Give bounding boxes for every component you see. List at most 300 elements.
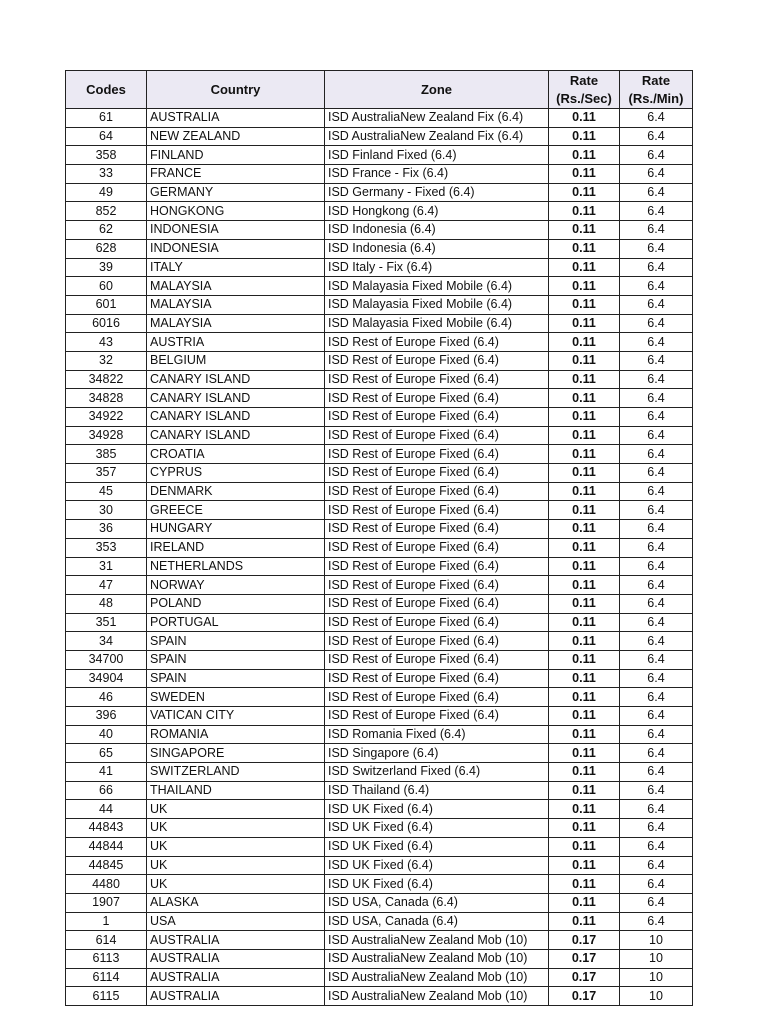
rate-min-cell: 6.4 bbox=[620, 295, 693, 314]
header-codes: Codes bbox=[66, 71, 147, 109]
rate-min-cell: 10 bbox=[620, 949, 693, 968]
header-rate-sec-line2: (Rs./Sec) bbox=[556, 90, 612, 106]
rate-min-cell: 6.4 bbox=[620, 277, 693, 296]
table-row bbox=[66, 819, 693, 838]
zone-cell: ISD AustraliaNew Zealand Fix (6.4) bbox=[325, 127, 549, 146]
rate-table-container bbox=[65, 70, 693, 1006]
rate-min-cell: 6.4 bbox=[620, 389, 693, 408]
table-row bbox=[66, 426, 693, 445]
rate-min-cell: 6.4 bbox=[620, 258, 693, 277]
code-cell: 62 bbox=[66, 221, 147, 240]
rate-sec-cell: 0.11 bbox=[549, 744, 620, 763]
code-cell: 44 bbox=[66, 800, 147, 819]
code-cell: 1 bbox=[66, 912, 147, 931]
rate-min-cell: 6.4 bbox=[620, 464, 693, 483]
table-row bbox=[66, 258, 693, 277]
code-cell: 32 bbox=[66, 351, 147, 370]
country-cell: CANARY ISLAND bbox=[147, 370, 325, 389]
header-rate-sec-line1: Rate bbox=[569, 72, 599, 88]
code-cell: 33 bbox=[66, 165, 147, 184]
country-cell: BELGIUM bbox=[147, 351, 325, 370]
table-row bbox=[66, 314, 693, 333]
code-cell: 351 bbox=[66, 613, 147, 632]
country-cell: UK bbox=[147, 837, 325, 856]
zone-cell: ISD AustraliaNew Zealand Mob (10) bbox=[325, 968, 549, 987]
country-cell: ITALY bbox=[147, 258, 325, 277]
rate-sec-cell: 0.11 bbox=[549, 538, 620, 557]
rate-min-cell: 6.4 bbox=[620, 146, 693, 165]
table-row bbox=[66, 408, 693, 427]
rate-sec-cell: 0.11 bbox=[549, 202, 620, 221]
rate-sec-cell: 0.11 bbox=[549, 707, 620, 726]
rate-sec-cell: 0.11 bbox=[549, 501, 620, 520]
code-cell: 6016 bbox=[66, 314, 147, 333]
country-cell: MALAYSIA bbox=[147, 314, 325, 333]
code-cell: 34700 bbox=[66, 650, 147, 669]
code-cell: 30 bbox=[66, 501, 147, 520]
rate-min-cell: 6.4 bbox=[620, 576, 693, 595]
table-row bbox=[66, 146, 693, 165]
rate-sec-cell: 0.17 bbox=[549, 931, 620, 950]
table-row bbox=[66, 109, 693, 128]
rate-min-cell: 6.4 bbox=[620, 613, 693, 632]
table-row bbox=[66, 295, 693, 314]
rate-sec-cell: 0.11 bbox=[549, 258, 620, 277]
zone-cell: ISD Rest of Europe Fixed (6.4) bbox=[325, 688, 549, 707]
table-row bbox=[66, 482, 693, 501]
zone-cell: ISD Rest of Europe Fixed (6.4) bbox=[325, 520, 549, 539]
country-cell: CANARY ISLAND bbox=[147, 426, 325, 445]
zone-cell: ISD USA, Canada (6.4) bbox=[325, 912, 549, 931]
rate-sec-cell: 0.11 bbox=[549, 594, 620, 613]
table-row bbox=[66, 707, 693, 726]
rate-min-cell: 6.4 bbox=[620, 893, 693, 912]
zone-cell: ISD Thailand (6.4) bbox=[325, 781, 549, 800]
rate-sec-cell: 0.11 bbox=[549, 183, 620, 202]
rate-min-cell: 6.4 bbox=[620, 800, 693, 819]
table-row bbox=[66, 333, 693, 352]
rate-min-cell: 6.4 bbox=[620, 520, 693, 539]
country-cell: INDONESIA bbox=[147, 239, 325, 258]
rate-sec-cell: 0.11 bbox=[549, 165, 620, 184]
country-cell: AUSTRALIA bbox=[147, 109, 325, 128]
rate-sec-cell: 0.11 bbox=[549, 389, 620, 408]
table-row bbox=[66, 594, 693, 613]
rate-sec-cell: 0.11 bbox=[549, 613, 620, 632]
rate-min-cell: 6.4 bbox=[620, 127, 693, 146]
zone-cell: ISD Rest of Europe Fixed (6.4) bbox=[325, 669, 549, 688]
rate-min-cell: 6.4 bbox=[620, 183, 693, 202]
rate-min-cell: 6.4 bbox=[620, 856, 693, 875]
rate-min-cell: 6.4 bbox=[620, 781, 693, 800]
zone-cell: ISD Romania Fixed (6.4) bbox=[325, 725, 549, 744]
table-row bbox=[66, 351, 693, 370]
zone-cell: ISD Rest of Europe Fixed (6.4) bbox=[325, 445, 549, 464]
code-cell: 39 bbox=[66, 258, 147, 277]
code-cell: 48 bbox=[66, 594, 147, 613]
rate-min-cell: 6.4 bbox=[620, 445, 693, 464]
country-cell: NETHERLANDS bbox=[147, 557, 325, 576]
code-cell: 358 bbox=[66, 146, 147, 165]
table-row bbox=[66, 613, 693, 632]
zone-cell: ISD Rest of Europe Fixed (6.4) bbox=[325, 464, 549, 483]
code-cell: 6114 bbox=[66, 968, 147, 987]
country-cell: MALAYSIA bbox=[147, 277, 325, 296]
table-row bbox=[66, 744, 693, 763]
rate-sec-cell: 0.17 bbox=[549, 949, 620, 968]
rate-sec-cell: 0.11 bbox=[549, 221, 620, 240]
rate-min-cell: 6.4 bbox=[620, 707, 693, 726]
country-cell: UK bbox=[147, 800, 325, 819]
rate-sec-cell: 0.11 bbox=[549, 819, 620, 838]
rate-sec-cell: 0.11 bbox=[549, 295, 620, 314]
rate-sec-cell: 0.11 bbox=[549, 781, 620, 800]
table-row bbox=[66, 165, 693, 184]
code-cell: 396 bbox=[66, 707, 147, 726]
country-cell: ROMANIA bbox=[147, 725, 325, 744]
rate-sec-cell: 0.11 bbox=[549, 557, 620, 576]
rate-sec-cell: 0.11 bbox=[549, 426, 620, 445]
country-cell: CANARY ISLAND bbox=[147, 389, 325, 408]
header-rate-sec bbox=[549, 71, 620, 109]
zone-cell: ISD Rest of Europe Fixed (6.4) bbox=[325, 408, 549, 427]
rate-min-cell: 6.4 bbox=[620, 314, 693, 333]
table-row bbox=[66, 725, 693, 744]
rate-min-cell: 6.4 bbox=[620, 594, 693, 613]
zone-cell: ISD Hongkong (6.4) bbox=[325, 202, 549, 221]
code-cell: 47 bbox=[66, 576, 147, 595]
country-cell: THAILAND bbox=[147, 781, 325, 800]
rate-min-cell: 6.4 bbox=[620, 109, 693, 128]
zone-cell: ISD Germany - Fixed (6.4) bbox=[325, 183, 549, 202]
code-cell: 34904 bbox=[66, 669, 147, 688]
table-row bbox=[66, 632, 693, 651]
code-cell: 4480 bbox=[66, 875, 147, 894]
rate-sec-cell: 0.11 bbox=[549, 875, 620, 894]
rate-sec-cell: 0.11 bbox=[549, 912, 620, 931]
country-cell: CROATIA bbox=[147, 445, 325, 464]
country-cell: CYPRUS bbox=[147, 464, 325, 483]
rate-sec-cell: 0.11 bbox=[549, 856, 620, 875]
rate-sec-cell: 0.11 bbox=[549, 837, 620, 856]
rate-min-cell: 6.4 bbox=[620, 763, 693, 782]
zone-cell: ISD Rest of Europe Fixed (6.4) bbox=[325, 576, 549, 595]
code-cell: 40 bbox=[66, 725, 147, 744]
zone-cell: ISD Indonesia (6.4) bbox=[325, 221, 549, 240]
table-row bbox=[66, 650, 693, 669]
code-cell: 628 bbox=[66, 239, 147, 258]
rate-sec-cell: 0.11 bbox=[549, 314, 620, 333]
country-cell: NORWAY bbox=[147, 576, 325, 595]
table-row bbox=[66, 221, 693, 240]
rate-sec-cell: 0.17 bbox=[549, 968, 620, 987]
country-cell: INDONESIA bbox=[147, 221, 325, 240]
rate-min-cell: 6.4 bbox=[620, 333, 693, 352]
code-cell: 34928 bbox=[66, 426, 147, 445]
table-row bbox=[66, 538, 693, 557]
country-cell: AUSTRALIA bbox=[147, 931, 325, 950]
code-cell: 31 bbox=[66, 557, 147, 576]
rate-sec-cell: 0.11 bbox=[549, 333, 620, 352]
code-cell: 1907 bbox=[66, 893, 147, 912]
header-rate-min bbox=[620, 71, 693, 109]
country-cell: PORTUGAL bbox=[147, 613, 325, 632]
country-cell: GREECE bbox=[147, 501, 325, 520]
zone-cell: ISD Singapore (6.4) bbox=[325, 744, 549, 763]
code-cell: 34822 bbox=[66, 370, 147, 389]
rate-sec-cell: 0.11 bbox=[549, 370, 620, 389]
rate-min-cell: 6.4 bbox=[620, 650, 693, 669]
zone-cell: ISD Indonesia (6.4) bbox=[325, 239, 549, 258]
code-cell: 6115 bbox=[66, 987, 147, 1006]
table-header-row bbox=[66, 71, 693, 109]
rate-min-cell: 6.4 bbox=[620, 221, 693, 240]
table-row bbox=[66, 893, 693, 912]
country-cell: SPAIN bbox=[147, 632, 325, 651]
header-rate-min-line2: (Rs./Min) bbox=[628, 90, 684, 106]
table-row bbox=[66, 837, 693, 856]
country-cell: NEW ZEALAND bbox=[147, 127, 325, 146]
table-row bbox=[66, 949, 693, 968]
country-cell: AUSTRALIA bbox=[147, 968, 325, 987]
rate-sec-cell: 0.11 bbox=[549, 725, 620, 744]
table-row bbox=[66, 576, 693, 595]
rate-min-cell: 6.4 bbox=[620, 669, 693, 688]
rate-min-cell: 6.4 bbox=[620, 819, 693, 838]
code-cell: 34828 bbox=[66, 389, 147, 408]
code-cell: 46 bbox=[66, 688, 147, 707]
country-cell: SINGAPORE bbox=[147, 744, 325, 763]
rate-min-cell: 6.4 bbox=[620, 426, 693, 445]
country-cell: SWITZERLAND bbox=[147, 763, 325, 782]
country-cell: UK bbox=[147, 819, 325, 838]
zone-cell: ISD USA, Canada (6.4) bbox=[325, 893, 549, 912]
zone-cell: ISD Rest of Europe Fixed (6.4) bbox=[325, 557, 549, 576]
code-cell: 49 bbox=[66, 183, 147, 202]
zone-cell: ISD UK Fixed (6.4) bbox=[325, 819, 549, 838]
rate-sec-cell: 0.11 bbox=[549, 669, 620, 688]
zone-cell: ISD France - Fix (6.4) bbox=[325, 165, 549, 184]
country-cell: SWEDEN bbox=[147, 688, 325, 707]
code-cell: 44843 bbox=[66, 819, 147, 838]
zone-cell: ISD Malayasia Fixed Mobile (6.4) bbox=[325, 277, 549, 296]
country-cell: GERMANY bbox=[147, 183, 325, 202]
rate-sec-cell: 0.11 bbox=[549, 351, 620, 370]
code-cell: 385 bbox=[66, 445, 147, 464]
table-row bbox=[66, 987, 693, 1006]
rate-sec-cell: 0.11 bbox=[549, 239, 620, 258]
rate-sec-cell: 0.11 bbox=[549, 464, 620, 483]
table-row bbox=[66, 389, 693, 408]
rate-sec-cell: 0.11 bbox=[549, 800, 620, 819]
zone-cell: ISD Malayasia Fixed Mobile (6.4) bbox=[325, 314, 549, 333]
rate-min-cell: 10 bbox=[620, 968, 693, 987]
country-cell: AUSTRALIA bbox=[147, 987, 325, 1006]
country-cell: DENMARK bbox=[147, 482, 325, 501]
rate-min-cell: 6.4 bbox=[620, 202, 693, 221]
rate-min-cell: 6.4 bbox=[620, 557, 693, 576]
zone-cell: ISD Rest of Europe Fixed (6.4) bbox=[325, 370, 549, 389]
table-row bbox=[66, 445, 693, 464]
rate-sec-cell: 0.11 bbox=[549, 520, 620, 539]
country-cell: SPAIN bbox=[147, 669, 325, 688]
country-cell: HUNGARY bbox=[147, 520, 325, 539]
rate-sec-cell: 0.11 bbox=[549, 650, 620, 669]
code-cell: 852 bbox=[66, 202, 147, 221]
zone-cell: ISD AustraliaNew Zealand Mob (10) bbox=[325, 949, 549, 968]
code-cell: 601 bbox=[66, 295, 147, 314]
code-cell: 353 bbox=[66, 538, 147, 557]
code-cell: 45 bbox=[66, 482, 147, 501]
country-cell: FINLAND bbox=[147, 146, 325, 165]
rate-min-cell: 6.4 bbox=[620, 501, 693, 520]
zone-cell: ISD Rest of Europe Fixed (6.4) bbox=[325, 632, 549, 651]
country-cell: ALASKA bbox=[147, 893, 325, 912]
table-row bbox=[66, 688, 693, 707]
code-cell: 41 bbox=[66, 763, 147, 782]
table-row bbox=[66, 856, 693, 875]
table-row bbox=[66, 501, 693, 520]
zone-cell: ISD Switzerland Fixed (6.4) bbox=[325, 763, 549, 782]
zone-cell: ISD UK Fixed (6.4) bbox=[325, 875, 549, 894]
code-cell: 44845 bbox=[66, 856, 147, 875]
zone-cell: ISD UK Fixed (6.4) bbox=[325, 856, 549, 875]
table-row bbox=[66, 931, 693, 950]
zone-cell: ISD Malayasia Fixed Mobile (6.4) bbox=[325, 295, 549, 314]
country-cell: CANARY ISLAND bbox=[147, 408, 325, 427]
rate-sec-cell: 0.11 bbox=[549, 445, 620, 464]
rate-table bbox=[65, 70, 693, 1006]
table-row bbox=[66, 557, 693, 576]
table-row bbox=[66, 239, 693, 258]
rate-min-cell: 6.4 bbox=[620, 351, 693, 370]
rate-min-cell: 6.4 bbox=[620, 744, 693, 763]
rate-sec-cell: 0.11 bbox=[549, 146, 620, 165]
zone-cell: ISD Rest of Europe Fixed (6.4) bbox=[325, 594, 549, 613]
code-cell: 60 bbox=[66, 277, 147, 296]
table-body bbox=[66, 109, 693, 1006]
zone-cell: ISD Rest of Europe Fixed (6.4) bbox=[325, 426, 549, 445]
zone-cell: ISD AustraliaNew Zealand Mob (10) bbox=[325, 987, 549, 1006]
rate-sec-cell: 0.11 bbox=[549, 482, 620, 501]
zone-cell: ISD Rest of Europe Fixed (6.4) bbox=[325, 333, 549, 352]
zone-cell: ISD Rest of Europe Fixed (6.4) bbox=[325, 707, 549, 726]
table-row bbox=[66, 781, 693, 800]
rate-sec-cell: 0.11 bbox=[549, 632, 620, 651]
rate-sec-cell: 0.11 bbox=[549, 688, 620, 707]
zone-cell: ISD Rest of Europe Fixed (6.4) bbox=[325, 351, 549, 370]
rate-min-cell: 6.4 bbox=[620, 482, 693, 501]
rate-min-cell: 6.4 bbox=[620, 408, 693, 427]
table-row bbox=[66, 277, 693, 296]
table-row bbox=[66, 370, 693, 389]
table-row bbox=[66, 800, 693, 819]
country-cell: UK bbox=[147, 856, 325, 875]
table-row bbox=[66, 669, 693, 688]
country-cell: USA bbox=[147, 912, 325, 931]
table-row bbox=[66, 763, 693, 782]
table-row bbox=[66, 968, 693, 987]
table-row bbox=[66, 875, 693, 894]
code-cell: 36 bbox=[66, 520, 147, 539]
rate-min-cell: 6.4 bbox=[620, 370, 693, 389]
code-cell: 34922 bbox=[66, 408, 147, 427]
table-row bbox=[66, 127, 693, 146]
rate-min-cell: 10 bbox=[620, 987, 693, 1006]
country-cell: HONGKONG bbox=[147, 202, 325, 221]
rate-sec-cell: 0.11 bbox=[549, 127, 620, 146]
country-cell: IRELAND bbox=[147, 538, 325, 557]
table-row bbox=[66, 912, 693, 931]
rate-min-cell: 6.4 bbox=[620, 912, 693, 931]
rate-min-cell: 6.4 bbox=[620, 538, 693, 557]
rate-min-cell: 6.4 bbox=[620, 875, 693, 894]
table-row bbox=[66, 183, 693, 202]
rate-sec-cell: 0.11 bbox=[549, 408, 620, 427]
zone-cell: ISD UK Fixed (6.4) bbox=[325, 800, 549, 819]
header-rate-min-line1: Rate bbox=[641, 72, 671, 88]
code-cell: 614 bbox=[66, 931, 147, 950]
rate-sec-cell: 0.17 bbox=[549, 987, 620, 1006]
rate-min-cell: 6.4 bbox=[620, 632, 693, 651]
zone-cell: ISD Rest of Europe Fixed (6.4) bbox=[325, 650, 549, 669]
country-cell: AUSTRIA bbox=[147, 333, 325, 352]
country-cell: POLAND bbox=[147, 594, 325, 613]
country-cell: MALAYSIA bbox=[147, 295, 325, 314]
code-cell: 66 bbox=[66, 781, 147, 800]
code-cell: 44844 bbox=[66, 837, 147, 856]
zone-cell: ISD AustraliaNew Zealand Fix (6.4) bbox=[325, 109, 549, 128]
country-cell: AUSTRALIA bbox=[147, 949, 325, 968]
zone-cell: ISD AustraliaNew Zealand Mob (10) bbox=[325, 931, 549, 950]
zone-cell: ISD Italy - Fix (6.4) bbox=[325, 258, 549, 277]
code-cell: 61 bbox=[66, 109, 147, 128]
rate-min-cell: 6.4 bbox=[620, 239, 693, 258]
table-row bbox=[66, 520, 693, 539]
zone-cell: ISD UK Fixed (6.4) bbox=[325, 837, 549, 856]
zone-cell: ISD Rest of Europe Fixed (6.4) bbox=[325, 538, 549, 557]
code-cell: 34 bbox=[66, 632, 147, 651]
zone-cell: ISD Rest of Europe Fixed (6.4) bbox=[325, 389, 549, 408]
rate-min-cell: 10 bbox=[620, 931, 693, 950]
rate-sec-cell: 0.11 bbox=[549, 763, 620, 782]
country-cell: VATICAN CITY bbox=[147, 707, 325, 726]
rate-sec-cell: 0.11 bbox=[549, 277, 620, 296]
zone-cell: ISD Rest of Europe Fixed (6.4) bbox=[325, 501, 549, 520]
code-cell: 65 bbox=[66, 744, 147, 763]
rate-sec-cell: 0.11 bbox=[549, 576, 620, 595]
rate-min-cell: 6.4 bbox=[620, 688, 693, 707]
code-cell: 43 bbox=[66, 333, 147, 352]
code-cell: 64 bbox=[66, 127, 147, 146]
table-row bbox=[66, 202, 693, 221]
code-cell: 6113 bbox=[66, 949, 147, 968]
rate-sec-cell: 0.11 bbox=[549, 109, 620, 128]
country-cell: FRANCE bbox=[147, 165, 325, 184]
table-row bbox=[66, 464, 693, 483]
header-country: Country bbox=[147, 71, 325, 109]
rate-sec-cell: 0.11 bbox=[549, 893, 620, 912]
country-cell: SPAIN bbox=[147, 650, 325, 669]
rate-min-cell: 6.4 bbox=[620, 725, 693, 744]
header-zone: Zone bbox=[325, 71, 549, 109]
zone-cell: ISD Rest of Europe Fixed (6.4) bbox=[325, 613, 549, 632]
code-cell: 357 bbox=[66, 464, 147, 483]
zone-cell: ISD Finland Fixed (6.4) bbox=[325, 146, 549, 165]
rate-min-cell: 6.4 bbox=[620, 165, 693, 184]
zone-cell: ISD Rest of Europe Fixed (6.4) bbox=[325, 482, 549, 501]
rate-min-cell: 6.4 bbox=[620, 837, 693, 856]
